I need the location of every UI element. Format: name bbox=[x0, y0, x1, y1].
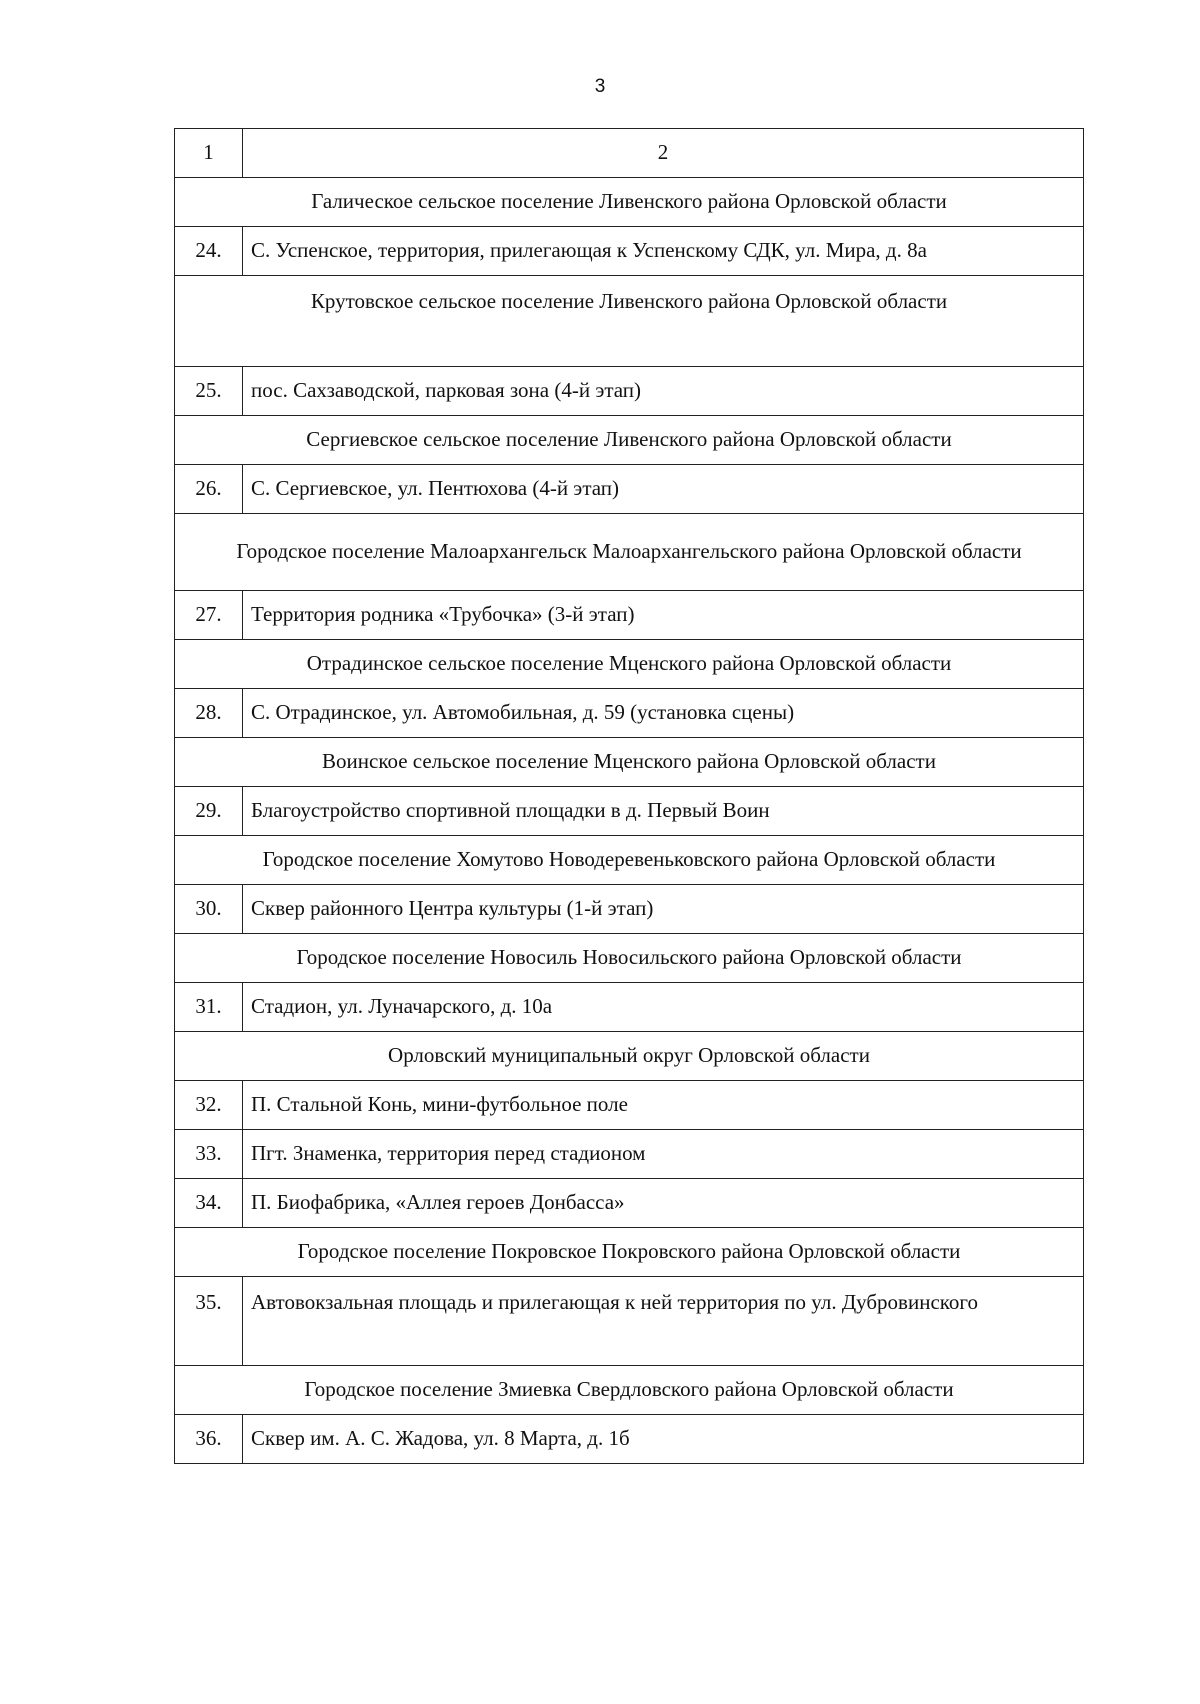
row-number: 30. bbox=[175, 885, 243, 934]
table-row bbox=[175, 367, 1084, 416]
section-row bbox=[175, 276, 1084, 367]
table-row bbox=[175, 1081, 1084, 1130]
table-row bbox=[175, 591, 1084, 640]
table-row bbox=[175, 983, 1084, 1032]
section-row bbox=[175, 514, 1084, 591]
row-number: 27. bbox=[175, 591, 243, 640]
row-description: Автовокзальная площадь и прилегающая к ней территория по ул. Дубровинского bbox=[243, 1277, 1084, 1366]
row-description: С. Отрадинское, ул. Автомобильная, д. 59 (установка сцены) bbox=[243, 689, 1084, 738]
row-description: Стадион, ул. Луначарского, д. 10а bbox=[243, 983, 1084, 1032]
row-description: пос. Сахзаводской, парковая зона (4-й этап) bbox=[243, 367, 1084, 416]
section-row bbox=[175, 640, 1084, 689]
table-row bbox=[175, 689, 1084, 738]
section-title: Городское поселение Новосиль Новосильского района Орловской области bbox=[175, 934, 1084, 983]
section-row bbox=[175, 934, 1084, 983]
table-header-row bbox=[175, 129, 1084, 178]
table-row bbox=[175, 1179, 1084, 1228]
row-description: П. Стальной Конь, мини-футбольное поле bbox=[243, 1081, 1084, 1130]
row-number: 32. bbox=[175, 1081, 243, 1130]
section-title: Орловский муниципальный округ Орловской области bbox=[175, 1032, 1084, 1081]
section-title: Отрадинское сельское поселение Мценского района Орловской области bbox=[175, 640, 1084, 689]
section-title: Галическое сельское поселение Ливенского района Орловской области bbox=[175, 178, 1084, 227]
row-number: 25. bbox=[175, 367, 243, 416]
row-description: П. Биофабрика, «Аллея героев Донбасса» bbox=[243, 1179, 1084, 1228]
section-title: Крутовское сельское поселение Ливенского района Орловской области bbox=[175, 276, 1084, 367]
section-row bbox=[175, 1228, 1084, 1277]
table-row bbox=[175, 1415, 1084, 1464]
row-number: 34. bbox=[175, 1179, 243, 1228]
section-row bbox=[175, 178, 1084, 227]
page-number: 3 bbox=[594, 76, 606, 97]
row-description: Сквер районного Центра культуры (1-й этап) bbox=[243, 885, 1084, 934]
table-row bbox=[175, 1277, 1084, 1366]
section-title: Городское поселение Хомутово Новодеревеньковского района Орловской области bbox=[175, 836, 1084, 885]
section-row bbox=[175, 1366, 1084, 1415]
section-row bbox=[175, 1032, 1084, 1081]
section-title: Городское поселение Змиевка Свердловского района Орловской области bbox=[175, 1366, 1084, 1415]
improvement-objects-table bbox=[174, 128, 1084, 1464]
section-row bbox=[175, 836, 1084, 885]
header-col-number: 1 bbox=[175, 129, 243, 178]
section-title: Сергиевское сельское поселение Ливенского района Орловской области bbox=[175, 416, 1084, 465]
row-number: 36. bbox=[175, 1415, 243, 1464]
row-description: С. Успенское, территория, прилегающая к Успенскому СДК, ул. Мира, д. 8а bbox=[243, 227, 1084, 276]
header-col-description: 2 bbox=[243, 129, 1084, 178]
table-row bbox=[175, 787, 1084, 836]
row-number: 24. bbox=[175, 227, 243, 276]
row-description: Сквер им. А. С. Жадова, ул. 8 Марта, д. 1б bbox=[243, 1415, 1084, 1464]
section-row bbox=[175, 738, 1084, 787]
row-description: Пгт. Знаменка, территория перед стадионом bbox=[243, 1130, 1084, 1179]
row-number: 29. bbox=[175, 787, 243, 836]
row-description: С. Сергиевское, ул. Пентюхова (4-й этап) bbox=[243, 465, 1084, 514]
row-description: Территория родника «Трубочка» (3-й этап) bbox=[243, 591, 1084, 640]
table-row bbox=[175, 465, 1084, 514]
table-row bbox=[175, 227, 1084, 276]
row-number: 28. bbox=[175, 689, 243, 738]
row-number: 35. bbox=[175, 1277, 243, 1366]
table-row bbox=[175, 885, 1084, 934]
row-number: 26. bbox=[175, 465, 243, 514]
section-title: Воинское сельское поселение Мценского района Орловской области bbox=[175, 738, 1084, 787]
row-description: Благоустройство спортивной площадки в д. Первый Воин bbox=[243, 787, 1084, 836]
section-title: Городское поселение Малоархангельск Малоархангельского района Орловской области bbox=[175, 514, 1084, 591]
section-row bbox=[175, 416, 1084, 465]
row-number: 33. bbox=[175, 1130, 243, 1179]
row-number: 31. bbox=[175, 983, 243, 1032]
table-row bbox=[175, 1130, 1084, 1179]
section-title: Городское поселение Покровское Покровского района Орловской области bbox=[175, 1228, 1084, 1277]
